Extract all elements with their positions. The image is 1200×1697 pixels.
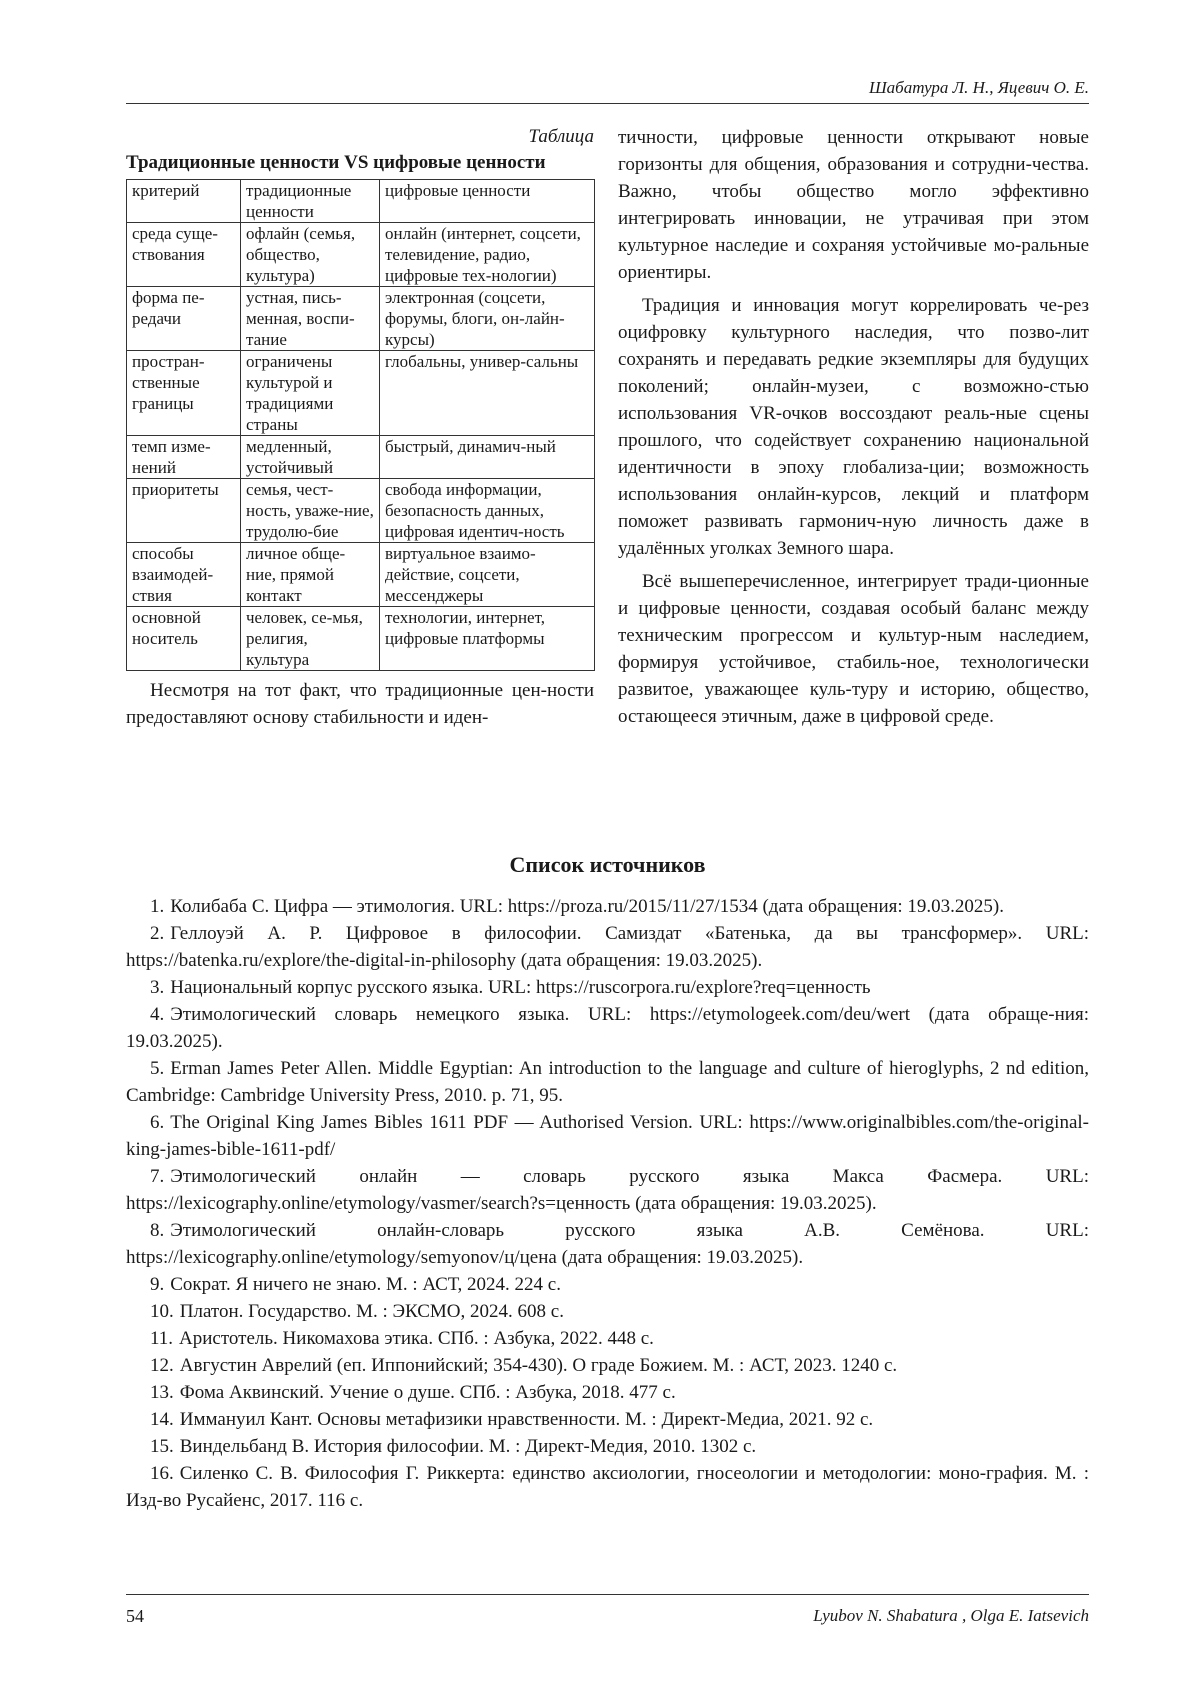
reference-text: Августин Аврелий (еп. Иппонийский; 354-430). О граде Божием. М. : АСТ, 2023. 1240 с. xyxy=(179,1355,898,1376)
reference-item xyxy=(126,920,1089,974)
reference-item xyxy=(126,1325,1089,1352)
references-list xyxy=(126,893,1089,1514)
reference-text: The Original King James Bibles 1611 PDF — Authorised Version. URL: https://www.originalbibles.com/the-original-king-james-bible-1611-pdf/ xyxy=(126,1112,1089,1160)
table-row xyxy=(127,543,595,607)
reference-item xyxy=(126,1460,1089,1514)
reference-text: Erman James Peter Allen. Middle Egyptian: An introduction to the language and culture of hieroglyphs, 2 nd edition, Cambridge: Cambridge University Press, 2010. p. 71, 95. xyxy=(126,1058,1089,1106)
reference-number: 10. xyxy=(150,1301,174,1322)
footer-rule xyxy=(126,1594,1089,1595)
table-cell: простран-ственные границы xyxy=(127,351,241,436)
reference-text: Этимологический онлайн — словарь русского языка Макса Фасмера. URL: https://lexicography.online/etymology/vasmer/search?s=ценность (дата обращения: 19.03.2025). xyxy=(126,1166,1089,1214)
reference-number: 14. xyxy=(150,1409,174,1430)
right-column xyxy=(618,124,1089,730)
running-footer: Lyubov N. Shabatura , Olga E. Iatsevich xyxy=(813,1606,1089,1625)
reference-item xyxy=(126,1298,1089,1325)
reference-item xyxy=(126,1352,1089,1379)
values-table-body xyxy=(127,180,595,671)
body-paragraph: Традиция и инновация могут коррелировать че-рез оцифровку культурного наследия, что позво-лит сохранять и передавать редкие экземпляры для будущих поколений; онлайн-музеи, с возможно-стью использования VR-очков воссоздают реаль-ные сцены прошлого, что содействует сохранению национальной идентичности в эпоху глобализа-ции; возможность использования онлайн-курсов, лекций и платформ поможет развивать гармонич-ную личность даже в удалённых уголках Земного шара. xyxy=(618,295,1089,559)
references-title: Список источников xyxy=(509,852,706,877)
table-header-cell: критерий xyxy=(127,180,241,223)
table-cell: форма пе-редачи xyxy=(127,287,241,351)
reference-item xyxy=(126,974,1089,1001)
table-header-cell: цифровые ценности xyxy=(380,180,595,223)
table-cell: устная, пись-менная, воспи-тание xyxy=(241,287,380,351)
left-column xyxy=(126,124,594,731)
reference-text: Колибаба С. Цифра — этимология. URL: https://proza.ru/2015/11/27/1534 (дата обращения: 19.03.2025). xyxy=(170,896,1004,917)
reference-text: Этимологический словарь немецкого языка. URL: https://etymologeek.com/deu/wert (дата обраще-ния: 19.03.2025). xyxy=(126,1004,1089,1052)
table-label: Таблица xyxy=(528,126,594,147)
table-row xyxy=(127,223,595,287)
table-cell: личное обще-ние, прямой контакт xyxy=(241,543,380,607)
reference-item xyxy=(126,1271,1089,1298)
table-cell: приоритеты xyxy=(127,479,241,543)
reference-number: 13. xyxy=(150,1382,174,1403)
reference-item xyxy=(126,1055,1089,1109)
table-cell: свобода информации, безопасность данных, цифровая идентич-ность xyxy=(380,479,595,543)
reference-number: 12. xyxy=(150,1355,174,1376)
table-header-cell: традиционные ценности xyxy=(241,180,380,223)
reference-text: Аристотель. Никомахова этика. СПб. : Азбука, 2022. 448 с. xyxy=(179,1328,654,1349)
table-cell: медленный, устойчивый xyxy=(241,436,380,479)
table-header-row xyxy=(127,180,595,223)
reference-text: Силенко С. В. Философия Г. Риккерта: единство аксиологии, гносеологии и методологии: моно-графия. М. : Изд-во Русайенс, 2017. 116 с. xyxy=(126,1463,1089,1511)
reference-number: 2. xyxy=(150,923,165,944)
reference-number: 9. xyxy=(150,1274,165,1295)
table-row xyxy=(127,351,595,436)
table-row xyxy=(127,287,595,351)
reference-item xyxy=(126,893,1089,920)
reference-text: Геллоуэй А. Р. Цифровое в философии. Самиздат «Батенька, да вы трансформер». URL: https://batenka.ru/explore/the-digital-in-philosophy (дата обращения: 19.03.2025). xyxy=(126,923,1089,971)
reference-text: Этимологический онлайн-словарь русского языка А.В. Семёнова. URL: https://lexicography.online/etymology/semyonov/ц/цена (дата обращения: 19.03.2025). xyxy=(126,1220,1089,1268)
reference-text: Национальный корпус русского языка. URL: https://ruscorpora.ru/explore?req=ценность xyxy=(170,977,871,998)
table-cell: среда суще-ствования xyxy=(127,223,241,287)
table-cell: темп изме-нений xyxy=(127,436,241,479)
table-row xyxy=(127,607,595,671)
reference-text: Фома Аквинский. Учение о душе. СПб. : Азбука, 2018. 477 с. xyxy=(179,1382,676,1403)
reference-item xyxy=(126,1109,1089,1163)
reference-number: 15. xyxy=(150,1436,174,1457)
page xyxy=(126,0,1089,1697)
body-paragraph: Несмотря на тот факт, что традиционные цен-ности предоставляют основу стабильности и иден- xyxy=(126,680,594,728)
page-number: 54 xyxy=(126,1606,144,1626)
reference-item xyxy=(126,1001,1089,1055)
reference-item xyxy=(126,1406,1089,1433)
table-row xyxy=(127,436,595,479)
reference-item xyxy=(126,1163,1089,1217)
table-cell: ограничены культурой и традициями страны xyxy=(241,351,380,436)
reference-number: 3. xyxy=(150,977,165,998)
table-cell: офлайн (семья, общество, культура) xyxy=(241,223,380,287)
reference-item xyxy=(126,1379,1089,1406)
body-paragraph: тичности, цифровые ценности открывают новые горизонты для общения, образования и сотрудни-чества. Важно, чтобы общество могло эффективно интегрировать инновации, не утрачивая при этом культурное наследие и сохраняя устойчивые мо-ральные ориентиры. xyxy=(618,127,1089,283)
table-cell: человек, се-мья, религия, культура xyxy=(241,607,380,671)
table-cell: технологии, интернет, цифровые платформы xyxy=(380,607,595,671)
reference-text: Сократ. Я ничего не знаю. М. : АСТ, 2024. 224 с. xyxy=(170,1274,561,1295)
body-paragraph: Всё вышеперечисленное, интегрирует тради-ционные и цифровые ценности, создавая особый баланс между техническим прогрессом и культур-ным наследием, формируя устойчивое, стабиль-ное, технологически развитое, уважающее куль-туру и историю, общество, остающееся этичным, даже в цифровой среде. xyxy=(618,571,1089,727)
table-cell: семья, чест-ность, уваже-ние, трудолю-бие xyxy=(241,479,380,543)
header-rule xyxy=(126,103,1089,104)
reference-number: 16. xyxy=(150,1463,174,1484)
values-table xyxy=(126,179,595,671)
running-header: Шабатура Л. Н., Яцевич О. Е. xyxy=(868,78,1089,97)
table-cell: способы взаимодей-ствия xyxy=(127,543,241,607)
reference-number: 7. xyxy=(150,1166,165,1187)
reference-number: 11. xyxy=(150,1328,174,1349)
reference-number: 6. xyxy=(150,1112,165,1133)
reference-number: 4. xyxy=(150,1004,165,1025)
reference-number: 8. xyxy=(150,1220,165,1241)
reference-text: Платон. Государство. М. : ЭКСМО, 2024. 608 с. xyxy=(179,1301,564,1322)
table-cell: быстрый, динамич-ный xyxy=(380,436,595,479)
reference-number: 5. xyxy=(150,1058,165,1079)
reference-number: 1. xyxy=(150,896,165,917)
table-cell: электронная (соцсети, форумы, блоги, он-лайн-курсы) xyxy=(380,287,595,351)
table-cell: глобальны, универ-сальны xyxy=(380,351,595,436)
table-cell: виртуальное взаимо-действие, соцсети, мессенджеры xyxy=(380,543,595,607)
reference-item xyxy=(126,1217,1089,1271)
table-cell: основной носитель xyxy=(127,607,241,671)
table-title: Традиционные ценности VS цифровые ценности xyxy=(126,152,546,173)
table-cell: онлайн (интернет, соцсети, телевидение, радио, цифровые тех-нологии) xyxy=(380,223,595,287)
reference-text: Иммануил Кант. Основы метафизики нравственности. М. : Директ-Медиа, 2021. 92 с. xyxy=(179,1409,874,1430)
reference-item xyxy=(126,1433,1089,1460)
table-row xyxy=(127,479,595,543)
reference-text: Виндельбанд В. История философии. М. : Директ-Медия, 2010. 1302 с. xyxy=(179,1436,757,1457)
